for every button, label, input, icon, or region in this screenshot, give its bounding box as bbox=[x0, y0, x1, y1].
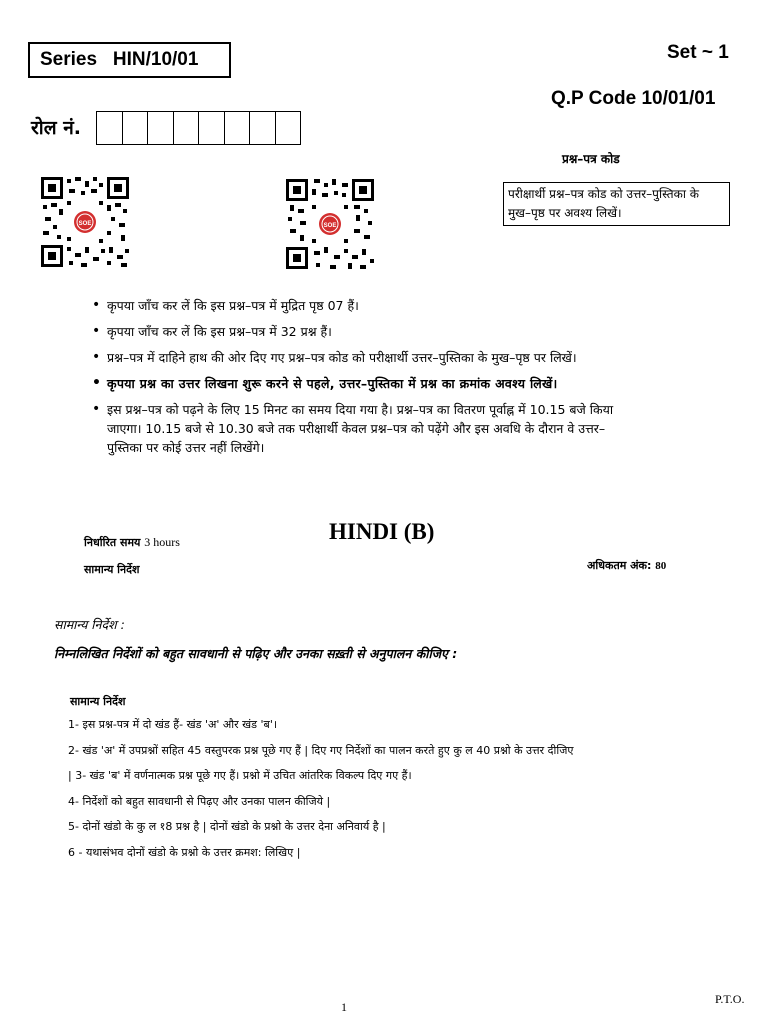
instruction-item: • इस प्रश्न–पत्र को पढ़ने के लिए 15 मिनट का समय दिया गया है। प्रश्न–पत्र का वितरण पूर्वाह्न में 10.15 बजे किया जाएगा। 10.15 बजे से 10.30 बजे तक परीक्षार्थी केवल प्रश्न–पत्र को पढ़ेंगे और इस अवधि के दौरान वे उत्तर–पुस्तिका पर कोई उत्तर नहीं लिखेंगे। bbox=[92, 400, 622, 457]
qr-code-icon bbox=[41, 177, 129, 267]
roll-box bbox=[224, 111, 251, 145]
instruction-item: • कृपया जाँच कर लें कि इस प्रश्न–पत्र में मुद्रित पृष्ठ 07 हैं। bbox=[92, 296, 622, 315]
roll-box bbox=[173, 111, 200, 145]
rule-item: 2- खंड 'अ' में उपप्रश्नों सहित 45 वस्तुपरक प्रश्न पूछे गए हैं | दिए गए निर्देशों का पालन करते हुए कु ल 40 प्रश्नो के उत्तर दीजिए bbox=[68, 743, 574, 757]
qp-code-note: परीक्षार्थी प्रश्न–पत्र कोड को उत्तर–पुस्तिका के मुख–पृष्ठ पर अवश्य लिखें। bbox=[503, 182, 730, 226]
time-label: निर्धारित समय bbox=[84, 536, 141, 549]
series-box: Series HIN/10/01 bbox=[28, 42, 231, 78]
instruction-item: • कृपया प्रश्न का उत्तर लिखना शुरू करने से पहले, उत्तर–पुस्तिका में प्रश्न का क्रमांक अवश्य लिखें। bbox=[92, 374, 622, 393]
set-number: Set ~ 1 bbox=[667, 42, 729, 63]
rules-heading: सामान्य निर्देश bbox=[70, 695, 126, 708]
pto-label: P.T.O. bbox=[715, 992, 745, 1006]
qp-code-label: प्रश्न–पत्र कोड bbox=[562, 152, 620, 166]
general-subheading: निम्नलिखित निर्देशों को बहुत सावधानी से पढ़िए और उनका सख़्ती से अनुपालन कीजिए : bbox=[54, 646, 458, 661]
rule-item: 1- इस प्रश्न-पत्र में दो खंड हैं- खंड 'अ' और खंड 'ब'। bbox=[68, 718, 278, 731]
qr-logo-text: SOE bbox=[78, 221, 92, 227]
roll-box bbox=[275, 111, 302, 145]
roll-box bbox=[122, 111, 149, 145]
roll-box bbox=[147, 111, 174, 145]
max-marks bbox=[587, 558, 666, 573]
rule-item: 6 - यथासंभव दोनों खंडो के प्रश्नो के उत्तर क्रमश: लिखिए | bbox=[68, 845, 301, 859]
rule-item: 5- दोनों खंडो के कु ल १8 प्रश्न है | दोनों खंडो के प्रश्नो के उत्तर देना अनिवार्य है | bbox=[68, 820, 386, 833]
time-value: 3 hours bbox=[144, 535, 180, 549]
rule-item: | 3- खंड 'ब' में वर्णनात्मक प्रश्न पूछे गए हैं। प्रश्नो में उचित आंतरिक विकल्प दिए गए हैं। bbox=[68, 769, 412, 782]
page-number: 1 bbox=[341, 1000, 347, 1014]
subject-title: HINDI (B) bbox=[329, 519, 435, 544]
instruction-item: • प्रश्न–पत्र में दाहिने हाथ की ओर दिए गए प्रश्न–पत्र कोड को परीक्षार्थी उत्तर–पुस्तिका के मुख–पृष्ठ पर लिखें। bbox=[92, 348, 622, 367]
general-heading-italic: सामान्य निर्देश : bbox=[54, 617, 125, 632]
instructions-list bbox=[92, 296, 622, 464]
max-marks-value: 80 bbox=[655, 560, 667, 572]
roll-number-label: रोल नं. bbox=[31, 117, 81, 139]
general-instructions-label: सामान्य निर्देश bbox=[84, 563, 140, 576]
rule-item: 4- निर्देशों को बहुत सावधानी से पिढ़ए और उनका पालन कीजिये | bbox=[68, 794, 331, 808]
roll-box bbox=[198, 111, 225, 145]
roll-box bbox=[249, 111, 276, 145]
instruction-item: • कृपया जाँच कर लें कि इस प्रश्न–पत्र में 32 प्रश्न हैं। bbox=[92, 322, 622, 341]
roll-number-boxes bbox=[96, 111, 301, 145]
roll-box bbox=[96, 111, 123, 145]
qr-code-icon bbox=[286, 179, 374, 269]
time-allowed bbox=[84, 535, 180, 550]
qr-logo-text: SOE bbox=[323, 223, 337, 229]
qp-code: Q.P Code 10/01/01 bbox=[551, 88, 716, 109]
rules-list bbox=[68, 718, 628, 871]
max-marks-label: अधिकतम अंक: bbox=[587, 559, 652, 572]
